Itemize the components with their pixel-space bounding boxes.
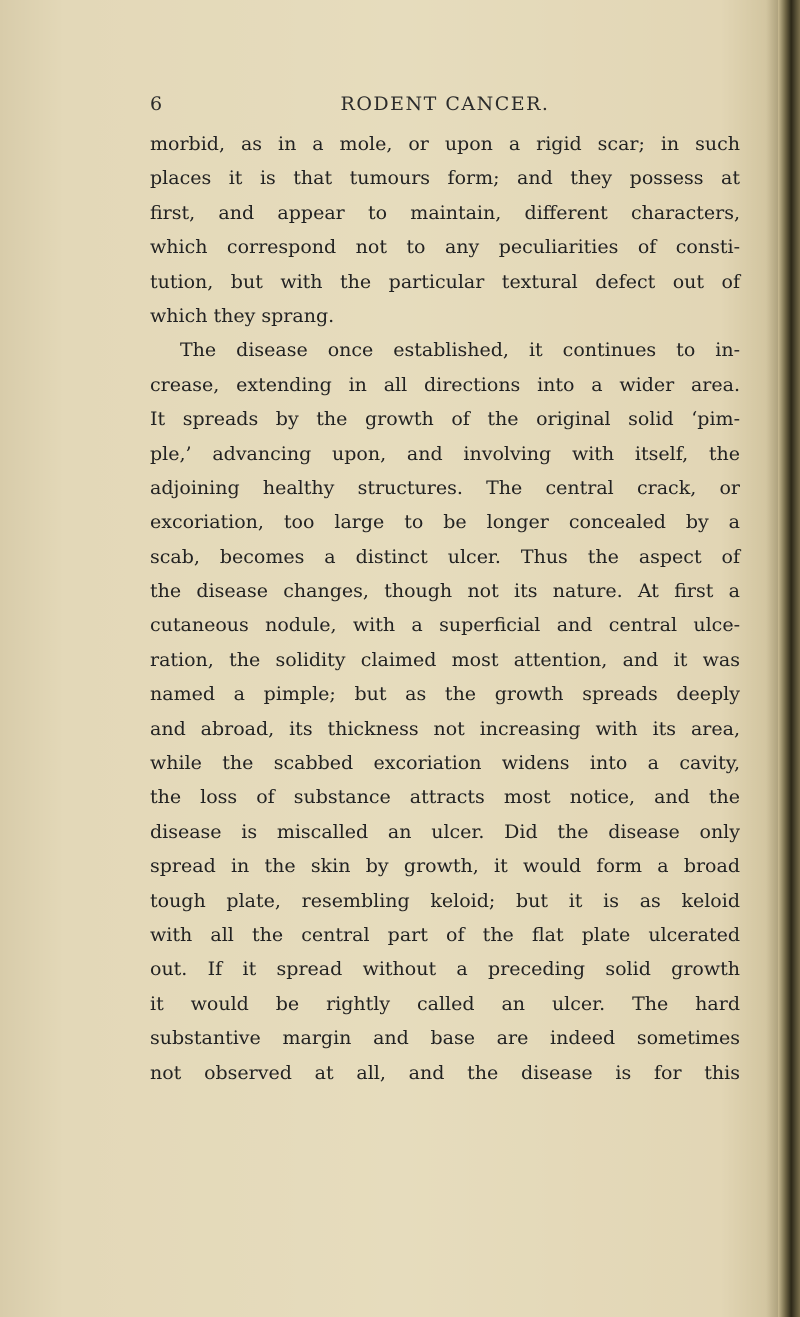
text-line: while the scabbed excoriation widens into a cavity, bbox=[150, 752, 740, 775]
text-line: morbid, as in a mole, or upon a rigid scar; in such bbox=[150, 133, 740, 155]
text-line: disease is miscalled an ulcer. Did the disease only bbox=[150, 820, 740, 843]
page-number: 6 bbox=[150, 93, 163, 115]
text-line: cutaneous nodule, with a superficial and central ulce- bbox=[150, 614, 740, 637]
text-line: substantive margin and base are indeed sometimes bbox=[150, 1027, 740, 1050]
text-line: with all the central part of the flat plate ulcerated bbox=[150, 923, 740, 946]
text-line: tution, but with the particular textural defect out of bbox=[150, 270, 740, 293]
book-spine-edge bbox=[778, 0, 800, 1317]
page-header bbox=[150, 93, 740, 117]
text-line: the loss of substance attracts most notice, and the bbox=[150, 786, 740, 809]
text-line: places it is that tumours form; and they possess at bbox=[150, 167, 740, 190]
text-line: adjoining healthy structures. The central crack, or bbox=[150, 476, 740, 499]
text-line: out. If it spread without a preceding solid growth bbox=[150, 958, 740, 981]
text-line: and abroad, its thickness not increasing with its area, bbox=[150, 717, 740, 740]
running-head: RODENT CANCER. bbox=[340, 93, 550, 115]
text-line: the disease changes, though not its nature. At first a bbox=[150, 580, 740, 603]
text-line: excoriation, too large to be longer concealed by a bbox=[150, 511, 740, 534]
text-line: spread in the skin by growth, it would form a broad bbox=[150, 855, 740, 878]
text-line: crease, extending in all directions into a wider area. bbox=[150, 373, 740, 396]
text-line: ple,’ advancing upon, and involving with itself, the bbox=[150, 442, 740, 465]
text-line: which they sprang. bbox=[150, 304, 335, 327]
text-line: tough plate, resembling keloid; but it is as keloid bbox=[150, 889, 740, 912]
text-line: not observed at all, and the disease is for this bbox=[150, 1061, 740, 1084]
text-line: first, and appear to maintain, different characters, bbox=[150, 201, 740, 224]
text-line: scab, becomes a distinct ulcer. Thus the aspect of bbox=[150, 545, 740, 568]
text-line: ration, the solidity claimed most attention, and it was bbox=[150, 648, 740, 671]
text-line: it would be rightly called an ulcer. The hard bbox=[150, 992, 740, 1015]
text-line: named a pimple; but as the growth spreads deeply bbox=[150, 683, 740, 706]
text-line: It spreads by the growth of the original solid ‘pim- bbox=[150, 408, 740, 431]
body-text bbox=[150, 127, 740, 1090]
text-line: The disease once established, it continues to in- bbox=[180, 339, 740, 362]
text-line: which correspond not to any peculiarities of consti- bbox=[150, 236, 740, 259]
